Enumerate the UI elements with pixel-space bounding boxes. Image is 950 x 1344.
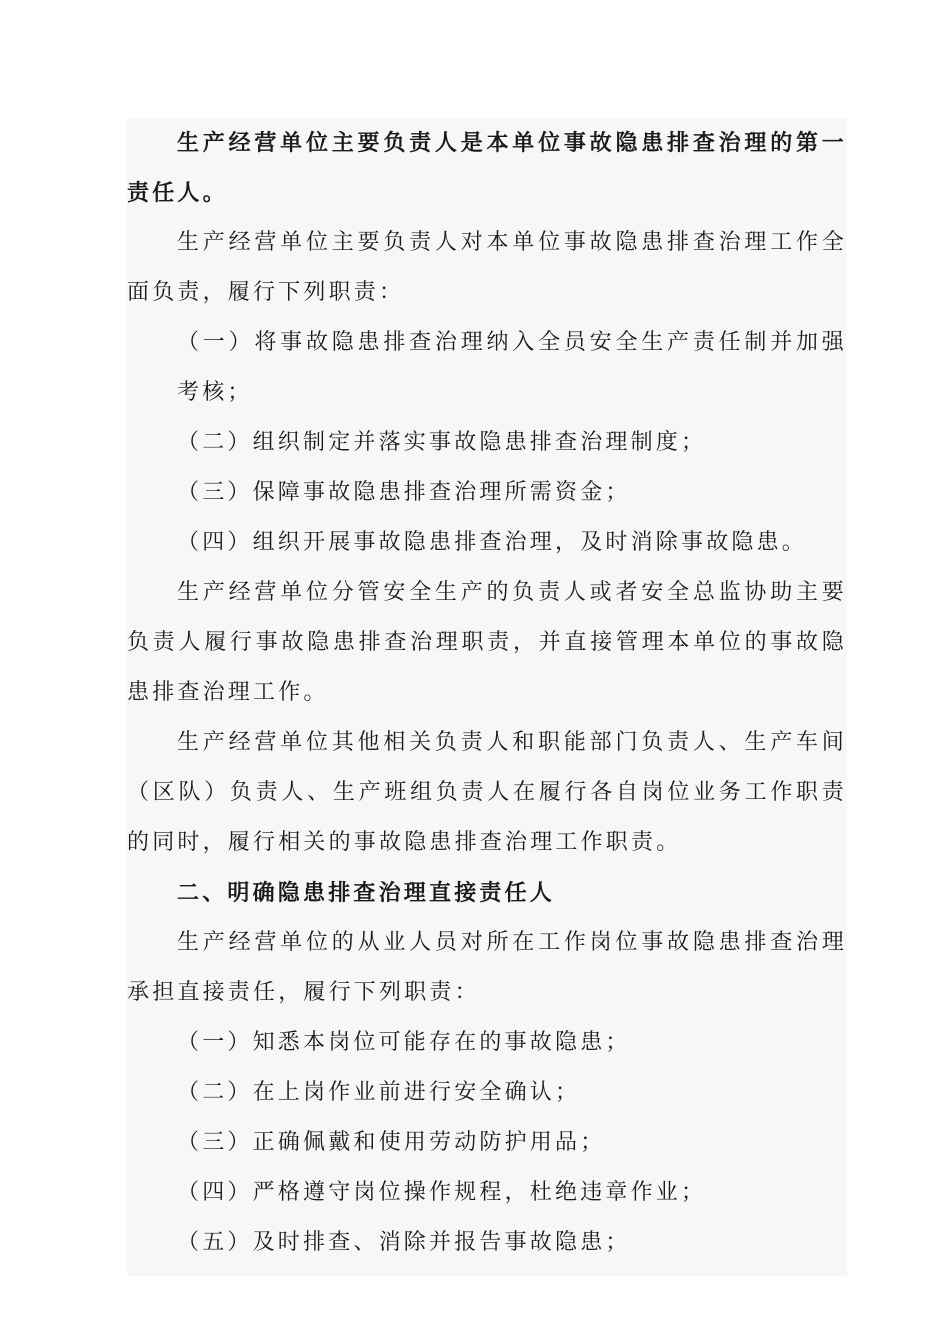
- list-item-duty-2: （二）组织制定并落实事故隐患排查治理制度；: [177, 430, 707, 455]
- list-item-duty-4: （四）组织开展事故隐患排查治理，及时消除事故隐患。: [177, 530, 808, 555]
- paragraph-deputy-responsible: 生产经营单位分管安全生产的负责人或者安全总监协助主要负责人履行事故隐患排查治理职责，并直接管理本单位的事故隐患排查治理工作。: [127, 580, 847, 705]
- list-item-duty-1: （一）将事故隐患排查治理纳入全员安全生产责任制并加强考核；: [177, 330, 847, 405]
- list-item-employee-duty-2: （二）在上岗作业前进行安全确认；: [177, 1080, 581, 1105]
- section-heading-direct-responsible: 二、明确隐患排查治理直接责任人: [177, 880, 556, 906]
- list-item-duty-3: （三）保障事故隐患排查治理所需资金；: [177, 480, 631, 505]
- paragraph-main-responsible-duties: 生产经营单位主要负责人对本单位事故隐患排查治理工作全面负责，履行下列职责：: [127, 230, 847, 305]
- list-item-employee-duty-1: （一）知悉本岗位可能存在的事故隐患；: [177, 1030, 631, 1055]
- document-body: [127, 118, 847, 1276]
- list-item-employee-duty-5: （五）及时排查、消除并报告事故隐患；: [177, 1230, 631, 1255]
- list-item-employee-duty-4: （四）严格遵守岗位操作规程，杜绝违章作业；: [177, 1180, 707, 1205]
- paragraph-first-responsible-person: 生产经营单位主要负责人是本单位事故隐患排查治理的第一责任人。: [127, 130, 847, 206]
- paragraph-other-responsible: 生产经营单位其他相关负责人和职能部门负责人、生产车间（区队）负责人、生产班组负责人在履行各自岗位业务工作职责的同时，履行相关的事故隐患排查治理工作职责。: [127, 730, 847, 855]
- list-item-employee-duty-3: （三）正确佩戴和使用劳动防护用品；: [177, 1130, 606, 1155]
- paragraph-employee-duties: 生产经营单位的从业人员对所在工作岗位事故隐患排查治理承担直接责任，履行下列职责：: [127, 930, 847, 1005]
